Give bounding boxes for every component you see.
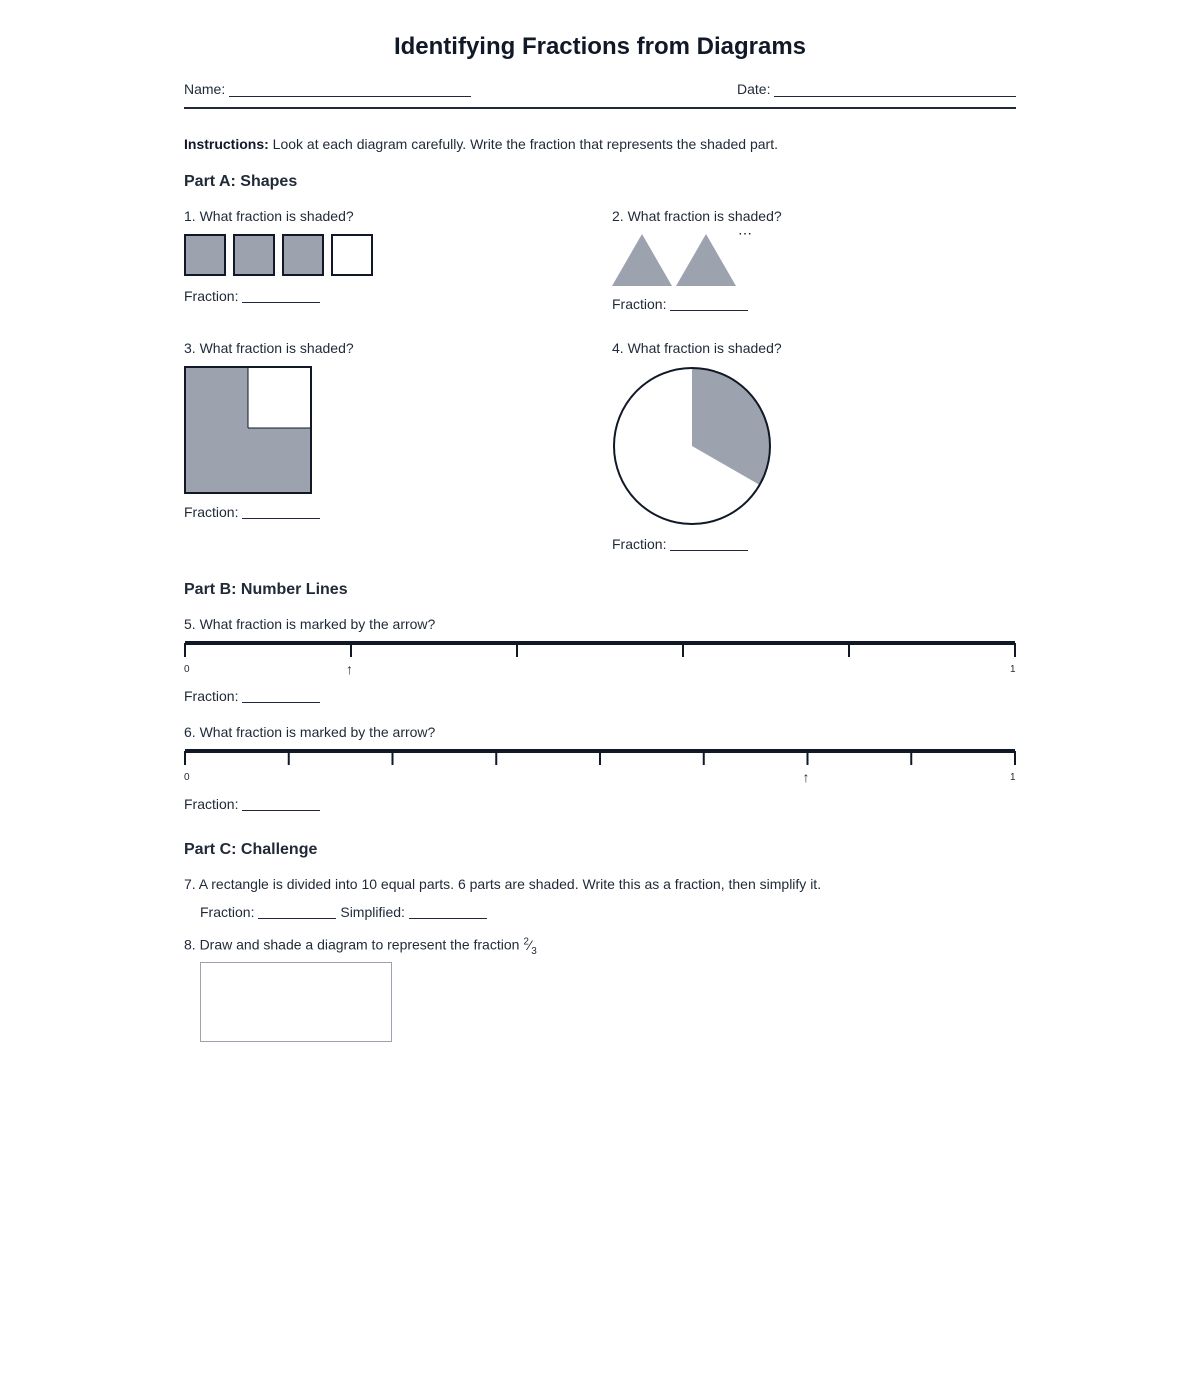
name-field[interactable] <box>229 96 471 97</box>
q7-simplified-blank[interactable] <box>409 904 487 919</box>
instructions <box>184 136 778 152</box>
q7-simplified-label: Simplified: <box>340 904 405 920</box>
q6-arrow-icon: ↑ <box>802 769 810 785</box>
q1-answer <box>184 288 320 304</box>
q2-fraction-label: Fraction: <box>612 296 667 312</box>
q8-fraction <box>523 936 537 957</box>
q6-end-label: 1 <box>1010 772 1016 783</box>
question-2: 2. What fraction is shaded? <box>612 208 782 224</box>
part-b-title: Part B: Number Lines <box>184 581 348 598</box>
header-row <box>184 81 1016 101</box>
q3-square-diagram <box>184 366 314 496</box>
q7-fraction-blank[interactable] <box>258 904 336 919</box>
q8-question-text: 8. Draw and shade a diagram to represent the fraction <box>184 936 524 953</box>
q7-answer <box>200 904 487 920</box>
q8-fraction-denominator: 3 <box>531 945 537 957</box>
instructions-label: Instructions: <box>184 136 269 152</box>
part-c-title: Part C: Challenge <box>184 841 318 858</box>
q6-start-label: 0 <box>184 772 190 783</box>
q3-fraction-label: Fraction: <box>184 504 239 520</box>
q8-fraction-slash: ⁄ <box>528 936 532 953</box>
q7-fraction-label: Fraction: <box>200 904 255 920</box>
q4-answer-blank[interactable] <box>670 536 748 551</box>
q5-answer <box>184 688 320 704</box>
q6-answer-blank[interactable] <box>242 796 320 811</box>
q5-arrow-icon: ↑ <box>346 661 353 677</box>
q5-fraction-label: Fraction: <box>184 688 239 704</box>
q6-answer <box>184 796 320 812</box>
q5-start-label: 0 <box>184 664 190 675</box>
q1-square-1-shaded <box>184 234 226 276</box>
question-7: 7. A rectangle is divided into 10 equal parts. 6 parts are shaded. Write this as a fraction, then simplify it. <box>184 876 822 892</box>
q2-triangle-2 <box>676 234 736 286</box>
q2-ellipsis: ⋯ <box>738 226 752 241</box>
question-3: 3. What fraction is shaded? <box>184 340 354 356</box>
q3-answer-blank[interactable] <box>242 504 320 519</box>
q2-answer-blank[interactable] <box>670 296 748 311</box>
q3-answer <box>184 504 320 520</box>
q1-fraction-label: Fraction: <box>184 288 239 304</box>
date-field[interactable] <box>774 96 1016 97</box>
date-label: Date: <box>737 81 771 97</box>
q3-unshaded-quarter <box>248 367 311 428</box>
question-1: 1. What fraction is shaded? <box>184 208 354 224</box>
question-5: 5. What fraction is marked by the arrow? <box>184 616 436 632</box>
question-4: 4. What fraction is shaded? <box>612 340 782 356</box>
q8-fraction-numerator: 2 <box>523 936 529 947</box>
name-label: Name: <box>184 81 226 97</box>
q5-end-label: 1 <box>1010 664 1016 675</box>
question-6: 6. What fraction is marked by the arrow? <box>184 724 436 740</box>
q6-fraction-label: Fraction: <box>184 796 239 812</box>
q5-answer-blank[interactable] <box>242 688 320 703</box>
header-divider <box>184 107 1016 109</box>
part-a-title: Part A: Shapes <box>184 173 298 190</box>
q1-square-3-shaded <box>282 234 324 276</box>
q1-square-4-empty <box>331 234 373 276</box>
q1-answer-blank[interactable] <box>242 288 320 303</box>
q2-triangles-diagram <box>612 226 772 288</box>
q4-fraction-label: Fraction: <box>612 536 667 552</box>
q4-circle-diagram <box>612 366 774 528</box>
q5-number-line <box>184 640 1016 658</box>
instructions-text: Look at each diagram carefully. Write the fraction that represents the shaded part. <box>268 136 778 152</box>
q8-drawing-area[interactable] <box>200 962 392 1042</box>
question-8 <box>184 936 537 956</box>
q2-answer <box>612 296 748 312</box>
page-title: Identifying Fractions from Diagrams <box>393 33 807 60</box>
q1-square-2-shaded <box>233 234 275 276</box>
q4-answer <box>612 536 748 552</box>
q2-triangle-1 <box>612 234 672 286</box>
q6-number-line <box>184 748 1016 766</box>
